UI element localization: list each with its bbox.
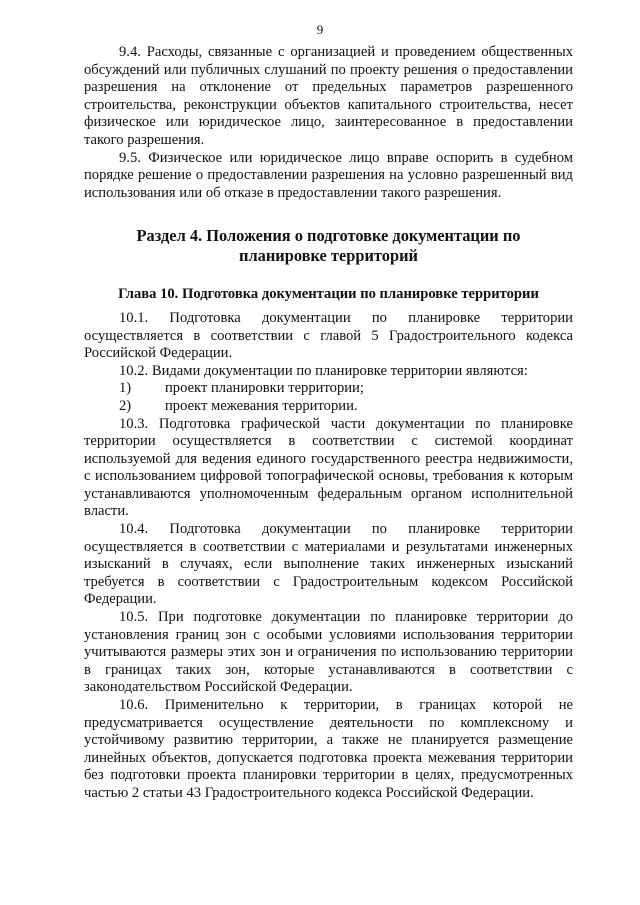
page-number: 9: [316, 22, 324, 37]
list-item-text: проект планировки территории;: [165, 380, 364, 397]
list-item-text: проект межевания территории.: [165, 397, 358, 414]
paragraph-10-1: 10.1. Подготовка документации по планировке территории осуществляется в соответствии с главой 5 Градостроительного кодекса Российской Федерации.: [84, 309, 573, 362]
paragraph-10-4: 10.4. Подготовка документации по планировке территории осуществляется в соответствии с материалами и результатами инженерных изысканий в случаях, если выполнение таких инженерных изысканий требуется в соответствии с Градостроительным кодексом Российской Федерации.: [84, 521, 573, 608]
list-item-number: 1): [119, 380, 132, 397]
list-item: [84, 380, 573, 398]
paragraph-10-5: 10.5. При подготовке документации по планировке территории до установления границ зон с особыми условиями использования территории учитываются размеры этих зон и ограничения по использованию территории в границах таких зон, которые устанавливаются в соответствии с законодательством Российской Федерации.: [84, 609, 573, 696]
list-item-number: 2): [119, 397, 132, 414]
section-title: [84, 226, 573, 266]
paragraph-10-6: 10.6. Применительно к территории, в границах которой не предусматривается осуществление деятельности по комплексному и устойчивому развитию территории, а также не планируется размещение линейных объектов, допускается подготовка проекта межевания территории без подготовки проекта планировки территории в целях, предусмотренных частью 2 статьи 43 Градостроительного кодекса Российской Федерации.: [84, 697, 573, 801]
section-title-line-2: планировке территорий: [239, 246, 418, 266]
paragraph-10-2: 10.2. Видами документации по планировке территории являются:: [119, 362, 528, 379]
chapter-title: Глава 10. Подготовка документации по планировке территории: [118, 286, 539, 303]
list-item: [84, 398, 573, 416]
paragraph-9-5: 9.5. Физическое или юридическое лицо вправе оспорить в судебном порядке решение о предоставлении разрешения на условно разрешенный вид использования или об отказе в предоставлении такого разрешения.: [84, 149, 573, 201]
page-content: [84, 44, 573, 803]
section-title-line-1: Раздел 4. Положения о подготовке документации по: [136, 226, 521, 246]
paragraph-9-4: 9.4. Расходы, связанные с организацией и проведением общественных обсуждений или публичных слушаний по проекту решения о предоставлении разрешения на отклонение от предельных параметров разрешенного строительства, реконструкции объектов капитального строительства, несет физическое или юридическое лицо, заинтересованное в предоставлении такого разрешения.: [84, 44, 573, 148]
paragraph-10-3: 10.3. Подготовка графической части документации по планировке территории осуществляется в соответствии с системой координат используемой для ведения единого государственного реестра недвижимости, с использованием цифровой топографической основы, требования к которым устанавливаются уполномоченным федеральным органом исполнительной власти.: [84, 415, 573, 520]
